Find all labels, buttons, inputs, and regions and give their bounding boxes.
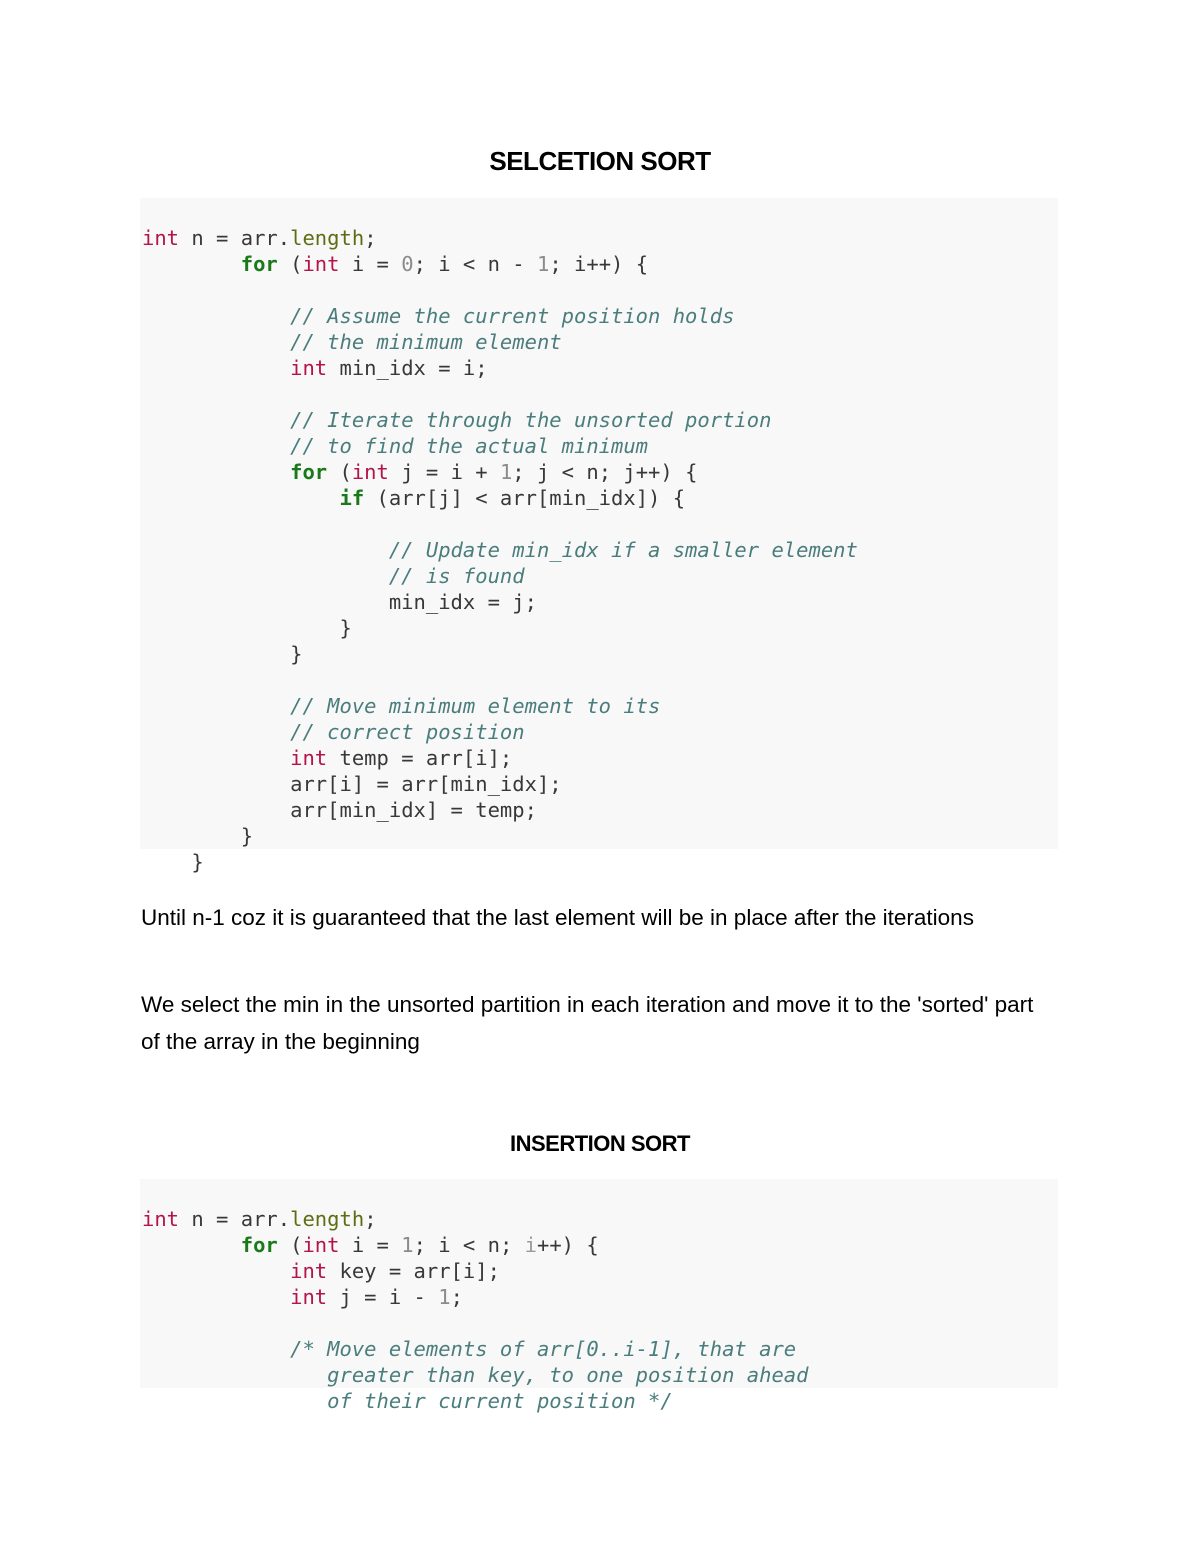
code-line: int min_idx = i; (290, 356, 488, 380)
code-line: for (int j = i + 1; j < n; j++) { (290, 460, 698, 484)
insertion-sort-title: INSERTION SORT (509, 1131, 690, 1156)
code-line: } (290, 642, 303, 666)
code-line: int key = arr[i]; (290, 1259, 500, 1283)
code-line: // the minimum element (290, 330, 562, 354)
code-line: /* Move elements of arr[0..i-1], that are (290, 1337, 797, 1361)
code-line: // Move minimum element to its (290, 694, 661, 718)
code-line: int temp = arr[i]; (290, 746, 513, 770)
code-line: // to find the actual minimum (290, 434, 649, 458)
code-line: greater than key, to one position ahead (290, 1363, 809, 1387)
code-line (140, 1310, 1058, 1336)
code-line: // is found (388, 564, 525, 588)
code-line: } (240, 824, 254, 848)
code-line: int n = arr.length; (142, 226, 377, 250)
code-line: } (191, 850, 204, 874)
code-line: of their current position */ (290, 1389, 673, 1413)
selection-sort-title: SELCETION SORT (489, 146, 711, 176)
code-line: int j = i - 1; (290, 1285, 463, 1309)
code-line (140, 511, 1058, 537)
code-line: // Assume the current position holds (290, 304, 735, 328)
code-line: arr[i] = arr[min_idx]; (290, 772, 562, 796)
code-line: } (339, 616, 352, 640)
code-line: min_idx = j; (388, 590, 537, 614)
code-line: for (int i = 0; i < n - 1; i++) { (240, 252, 649, 276)
code-line (140, 277, 1058, 303)
code-line (140, 667, 1058, 693)
code-line: for (int i = 1; i < n; i++) { (240, 1233, 599, 1257)
explanation-paragraph-1: Until n-1 coz it is guaranteed that the last element will be in place after the iterations (141, 905, 974, 930)
code-line: int n = arr.length; (142, 1207, 377, 1231)
code-line: // correct position (290, 720, 525, 744)
selection-sort-code-block (140, 198, 1058, 874)
insertion-sort-code-block (140, 1179, 1058, 1413)
code-line: arr[min_idx] = temp; (290, 798, 537, 822)
explanation-paragraph-2: We select the min in the unsorted partition in each iteration and move it to the 'sorted' part of the array in the beginning (141, 992, 1034, 1054)
code-line: if (arr[j] < arr[min_idx]) { (339, 486, 686, 510)
code-line (140, 381, 1058, 407)
code-line: // Update min_idx if a smaller element (388, 538, 858, 562)
code-line: // Iterate through the unsorted portion (290, 408, 772, 432)
